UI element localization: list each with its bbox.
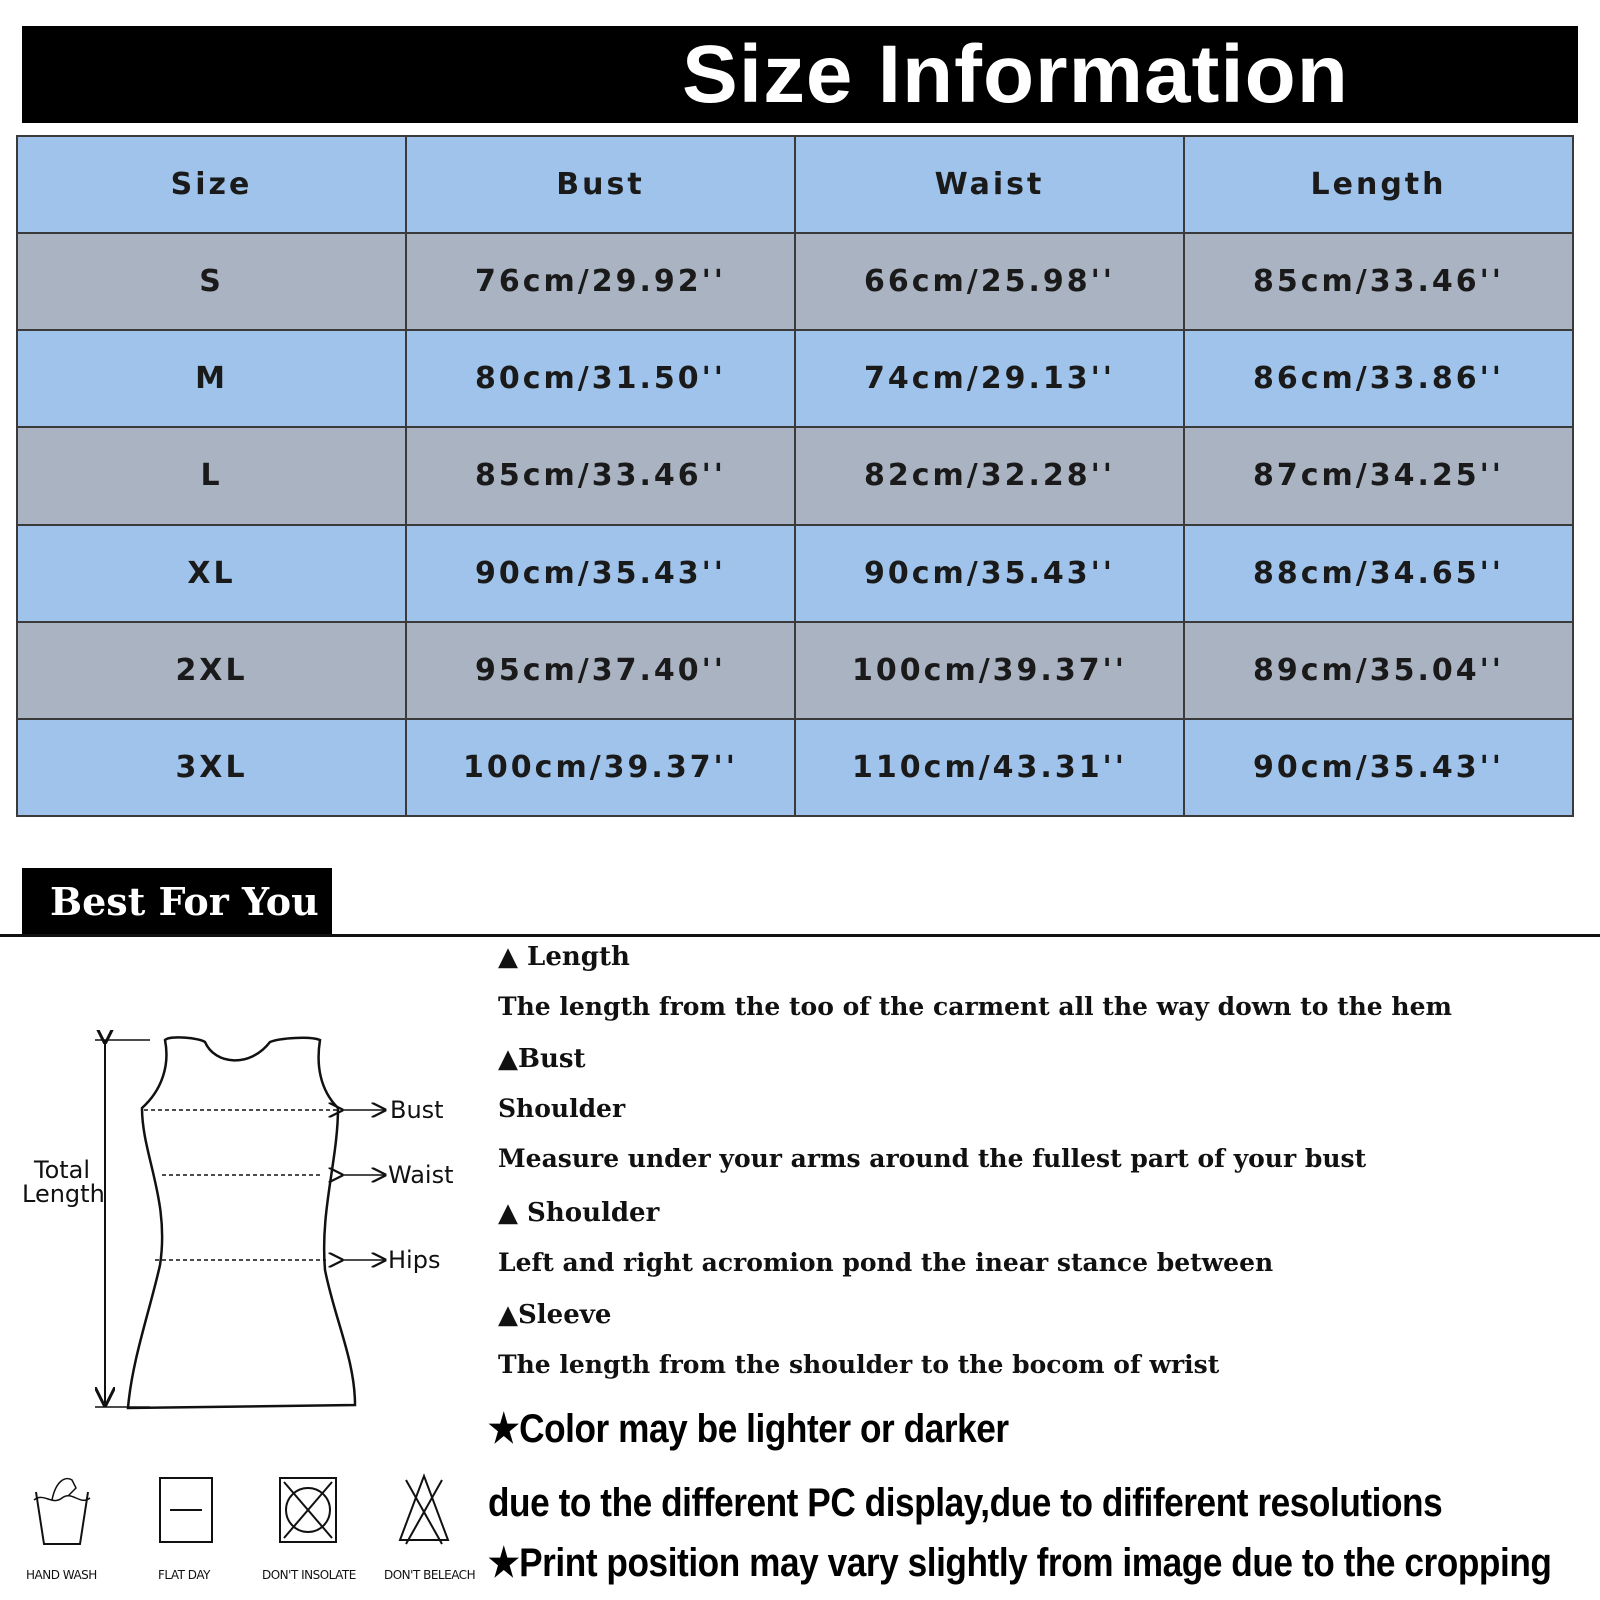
bust-heading: ▲Bust [498,1044,586,1074]
table-header-row [17,136,1573,233]
cell-size: S [17,233,406,330]
care-label-do-not-insolate: DON'T INSOLATE [262,1568,356,1582]
table-row [17,719,1573,816]
total-length-label-1: Total [34,1156,91,1184]
cell-waist: 110cm/43.31'' [795,719,1184,816]
cell-bust: 80cm/31.50'' [406,330,795,427]
cell-bust: 95cm/37.40'' [406,622,795,719]
page-title: Size Information [682,29,1349,120]
table-row [17,330,1573,427]
hips-label: Hips [388,1246,441,1274]
size-table [16,135,1574,817]
dress-measurement-diagram [20,1030,480,1430]
cell-waist: 100cm/39.37'' [795,622,1184,719]
best-for-you-tab [22,868,332,936]
flat-dry-icon [156,1470,216,1550]
table-row [17,233,1573,330]
sleeve-heading: ▲Sleeve [498,1300,612,1330]
do-not-tumble-dry-icon [276,1470,340,1550]
cell-length: 88cm/34.65'' [1184,525,1573,622]
sleeve-text: The length from the shoulder to the bocom of wrist [498,1350,1220,1379]
hand-wash-icon [30,1470,94,1550]
length-text: The length from the too of the carment all the way down to the hem [498,992,1452,1021]
shoulder-heading: ▲ Shoulder [498,1198,660,1228]
cell-bust: 85cm/33.46'' [406,427,795,524]
bust-sub: Shoulder [498,1094,626,1123]
header-bust: Bust [406,136,795,233]
table-row [17,622,1573,719]
header-length: Length [1184,136,1573,233]
header-waist: Waist [795,136,1184,233]
cell-bust: 90cm/35.43'' [406,525,795,622]
best-for-you-label: Best For You [50,879,319,924]
bust-label: Bust [390,1096,444,1124]
title-bar [22,26,1578,123]
table-row [17,427,1573,524]
cell-length: 90cm/35.43'' [1184,719,1573,816]
header-size: Size [17,136,406,233]
care-label-flat-dry: FLAT DAY [158,1568,210,1582]
length-heading: ▲ Length [498,942,630,972]
display-note: due to the different PC display,due to dififerent resolutions [488,1481,1443,1525]
cell-length: 86cm/33.86'' [1184,330,1573,427]
care-label-do-not-bleach: DON'T BELEACH [384,1568,476,1582]
do-not-bleach-icon [396,1470,452,1550]
section-divider [0,934,1600,937]
cell-size: XL [17,525,406,622]
color-note: ★Color may be lighter or darker [488,1407,1009,1451]
cell-length: 87cm/34.25'' [1184,427,1573,524]
shoulder-text: Left and right acromion pond the inear stance between [498,1248,1274,1277]
cell-waist: 82cm/32.28'' [795,427,1184,524]
cell-waist: 74cm/29.13'' [795,330,1184,427]
cell-length: 89cm/35.04'' [1184,622,1573,719]
bust-text: Measure under your arms around the fullest part of your bust [498,1144,1367,1173]
cell-bust: 76cm/29.92'' [406,233,795,330]
cell-size: 2XL [17,622,406,719]
care-label-hand-wash: HAND WASH [26,1568,97,1582]
print-note: ★Print position may vary slightly from image due to the cropping [488,1541,1552,1585]
table-row [17,525,1573,622]
cell-size: 3XL [17,719,406,816]
cell-length: 85cm/33.46'' [1184,233,1573,330]
cell-size: L [17,427,406,524]
cell-size: M [17,330,406,427]
cell-waist: 66cm/25.98'' [795,233,1184,330]
cell-waist: 90cm/35.43'' [795,525,1184,622]
total-length-label-2: Length [22,1180,105,1208]
cell-bust: 100cm/39.37'' [406,719,795,816]
waist-label: Waist [388,1161,454,1189]
dress-outline [128,1037,355,1408]
